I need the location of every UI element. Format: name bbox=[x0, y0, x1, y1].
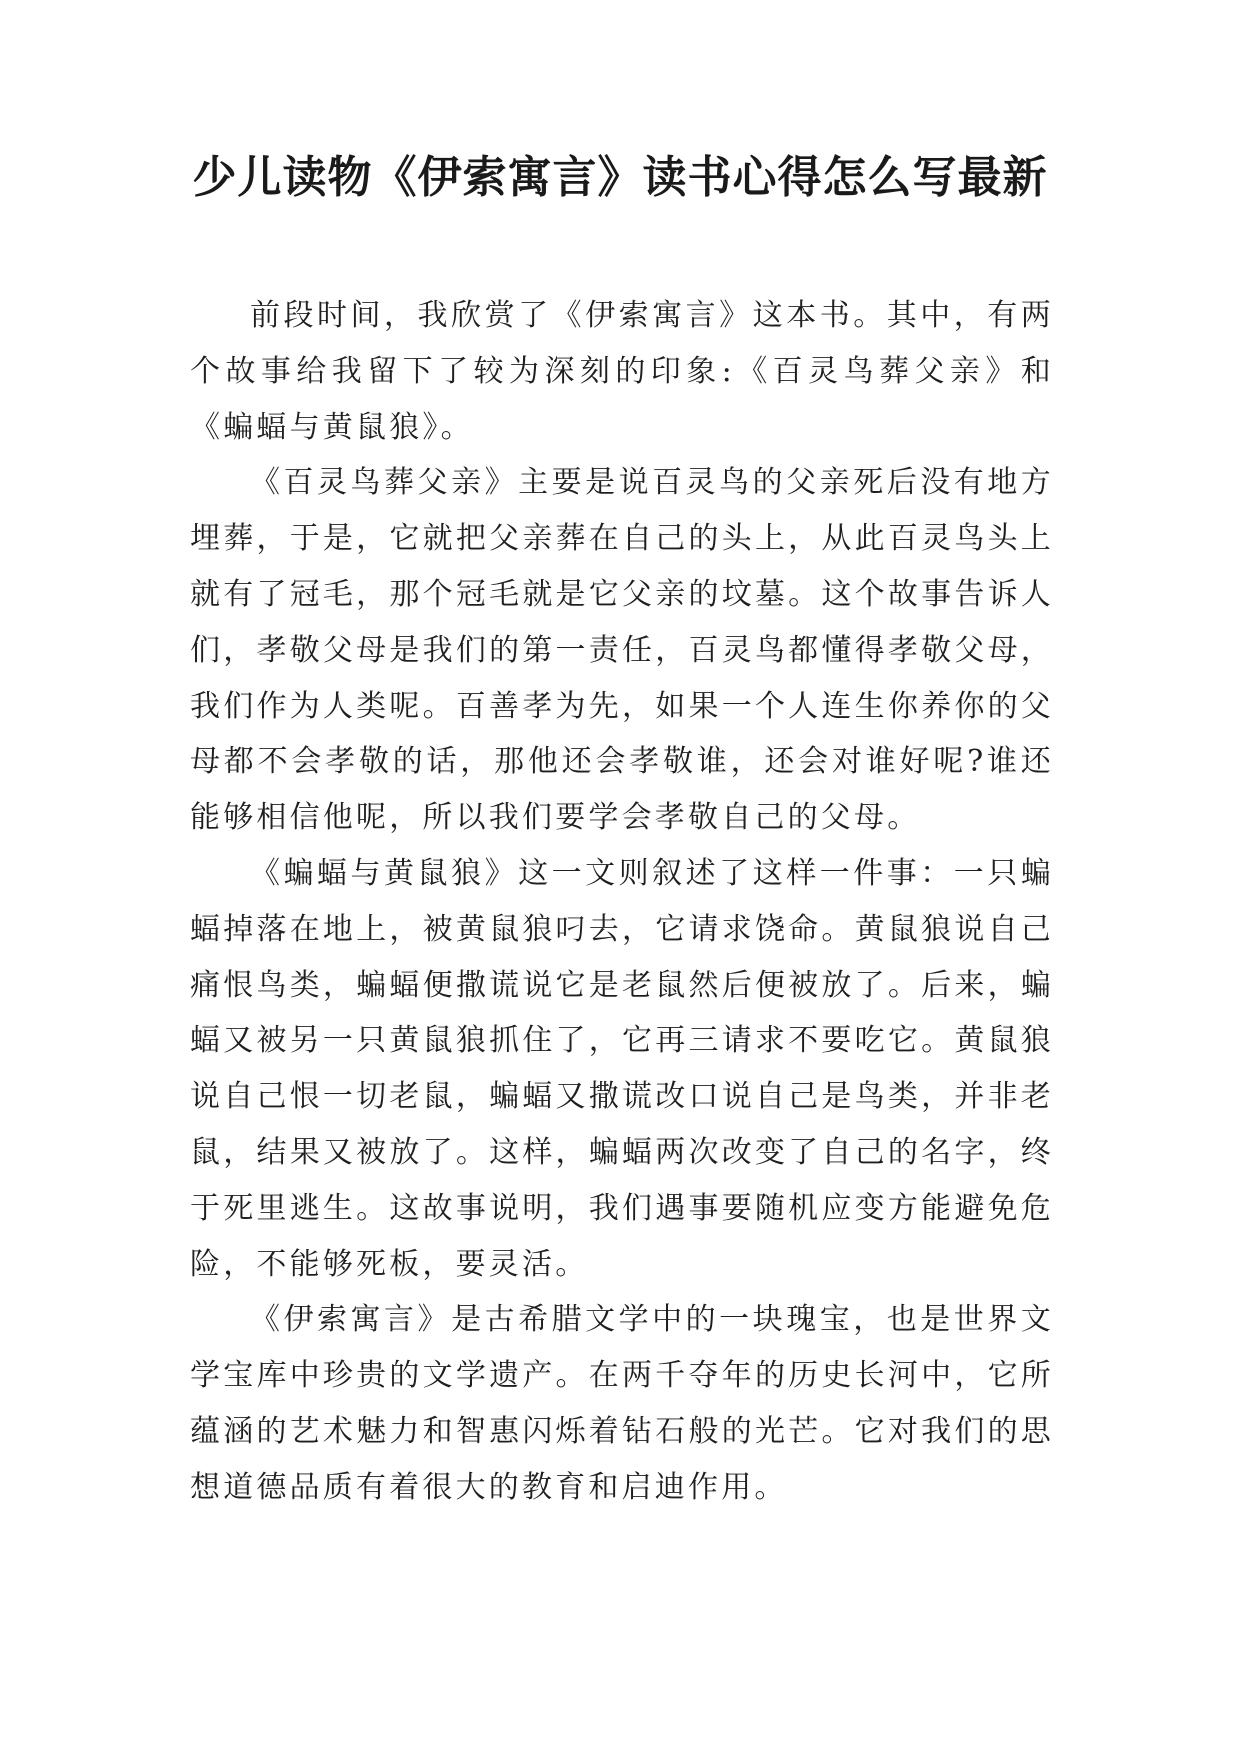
paragraph-2: 《百灵鸟葬父亲》主要是说百灵鸟的父亲死后没有地方埋葬，于是，它就把父亲葬在自己的头上，从此百灵鸟头上就有了冠毛，那个冠毛就是它父亲的坟墓。这个故事告诉人们，孝敬父母是我们的第一责任，百灵鸟都懂得孝敬父母，我们作为人类呢。百善孝为先，如果一个人连生你养你的父母都不会孝敬的话，那他还会孝敬谁，还会对谁好呢?谁还能够相信他呢，所以我们要学会孝敬自己的父母。 bbox=[190, 465, 1054, 836]
paragraph-4: 《伊索寓言》是古希腊文学中的一块瑰宝，也是世界文学宝库中珍贵的文学遗产。在两千夺年的历史长河中，它所蕴涵的艺术魅力和智惠闪烁着钻石般的光芒。它对我们的思想道德品质有着很大的教育和启迪作用。 bbox=[190, 1302, 1054, 1505]
document-title: 少儿读物《伊索寓言》读书心得怎么写最新 bbox=[192, 152, 1048, 203]
paragraph-1: 前段时间，我欣赏了《伊索寓言》这本书。其中，有两个故事给我留下了较为深刻的印象:《百灵鸟葬父亲》和《蝙蝠与黄鼠狼》。 bbox=[190, 298, 1054, 445]
document-body bbox=[190, 288, 1054, 1516]
paragraph-3: 《蝙蝠与黄鼠狼》这一文则叙述了这样一件事：一只蝙蝠掉落在地上，被黄鼠狼叼去，它请求饶命。黄鼠狼说自己痛恨鸟类，蝙蝠便撒谎说它是老鼠然后便被放了。后来，蝙蝠又被另一只黄鼠狼抓住了，它再三请求不要吃它。黄鼠狼说自己恨一切老鼠，蝙蝠又撒谎改口说自己是鸟类，并非老鼠，结果又被放了。这样，蝙蝠两次改变了自己的名字，终于死里逃生。这故事说明，我们遇事要随机应变方能避免危险，不能够死板，要灵活。 bbox=[190, 855, 1054, 1282]
